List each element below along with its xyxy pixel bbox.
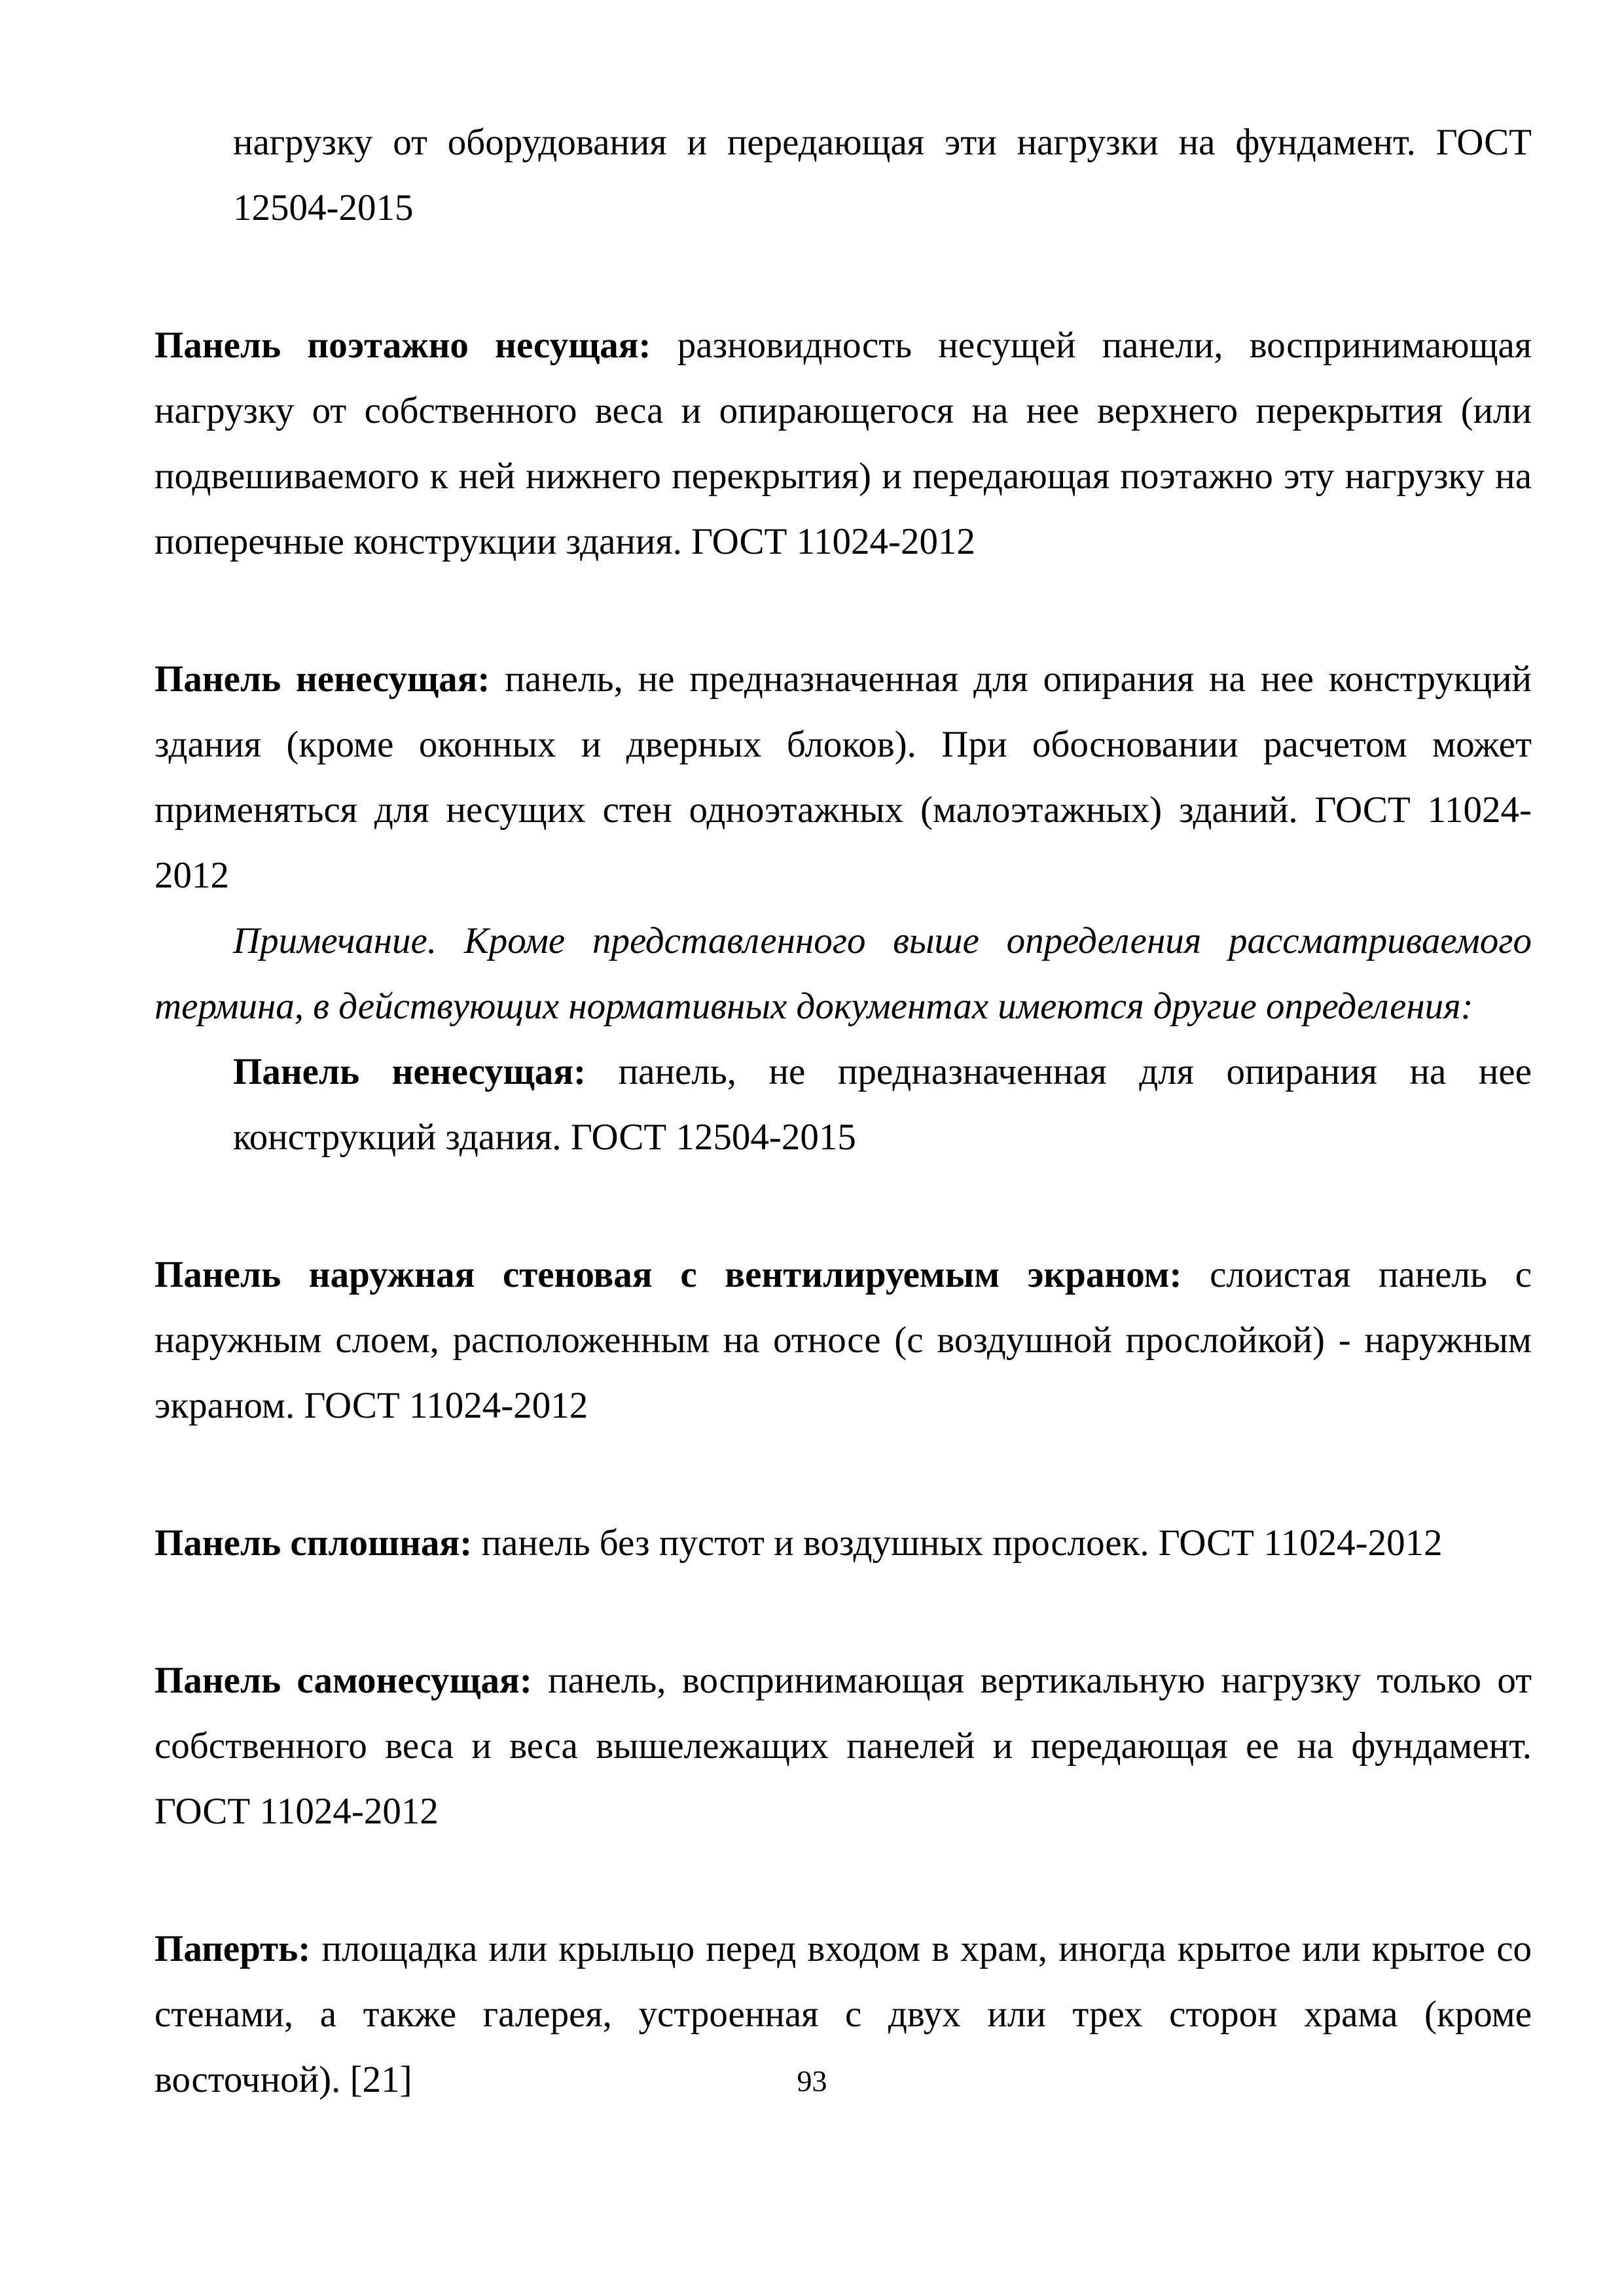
term-label: Панель сплошная: <box>154 1522 473 1564</box>
term-definition: разновидность несущей панели, воспринимающая нагрузку от собственного веса и опирающегося на нее верхнего перекрытия (или подвешиваемого к ней нижнего перекрытия) и передающая поэтажно эту нагрузку на поперечные конструкции здания. ГОСТ 11024-2012 <box>154 325 1532 562</box>
term-definition: панель, воспринимающая вертикальную нагрузку только от собственного веса и веса вышележащих панелей и передающая ее на фундамент. ГОСТ 11024-2012 <box>154 1660 1532 1832</box>
term-definition: панель без пустот и воздушных прослоек. ГОСТ 11024-2012 <box>472 1522 1443 1564</box>
page-content <box>154 110 1532 2113</box>
note-paragraph <box>154 908 1532 1039</box>
note-text: Примечание. Кроме представленного выше определения рассматриваемого термина, в действующих нормативных документах имеются другие определения: <box>154 920 1532 1027</box>
entry-panel-floor-bearing <box>154 313 1532 575</box>
term-label: Паперть: <box>154 1928 311 1969</box>
term-label: Панель самонесущая: <box>154 1660 532 1701</box>
entry-continuation <box>233 110 1532 241</box>
entry-panel-non-bearing <box>154 647 1532 908</box>
term-definition: панель, не предназначенная для опирания на нее конструкций здания (кроме оконных и дверных блоков). При обосновании расчетом может применяться для несущих стен одноэтажных (малоэтажных) зданий. ГОСТ 11024-2012 <box>154 658 1532 896</box>
page-number: 93 <box>797 2064 827 2098</box>
entry-continuation-text: нагрузку от оборудования и передающая эти нагрузки на фундамент. ГОСТ 12504-2015 <box>233 122 1532 228</box>
entry-panel-ventilated-screen <box>154 1242 1532 1439</box>
term-label: Панель поэтажно несущая: <box>154 325 651 366</box>
term-definition: панель, не предназначенная для опирания на нее конструкций здания. ГОСТ 12504-2015 <box>233 1051 1532 1158</box>
entry-panel-non-bearing-alt <box>233 1039 1532 1170</box>
term-definition: слоистая панель с наружным слоем, расположенным на относе (с воздушной прослойкой) - наружным экраном. ГОСТ 11024-2012 <box>154 1254 1532 1426</box>
term-label: Панель наружная стеновая с вентилируемым экраном: <box>154 1254 1182 1295</box>
term-label: Панель ненесущая: <box>154 658 490 700</box>
term-label: Панель ненесущая: <box>233 1051 586 1092</box>
term-definition: площадка или крыльцо перед входом в храм, иногда крытое или крытое со стенами, а также галерея, устроенная с двух или трех сторон храма (кроме восточной). [21] <box>154 1928 1532 2100</box>
entry-panel-solid <box>154 1511 1532 1576</box>
entry-panel-self-bearing <box>154 1648 1532 1844</box>
